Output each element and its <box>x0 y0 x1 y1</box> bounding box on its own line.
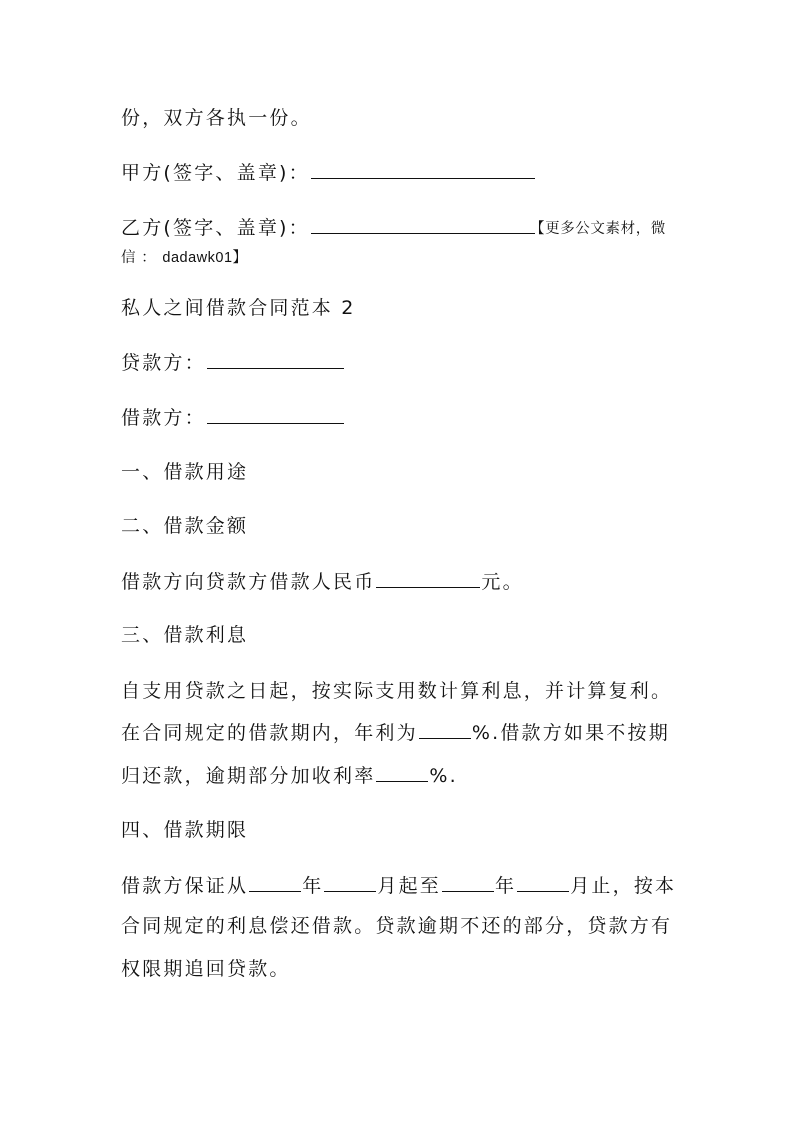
end-month-blank[interactable] <box>517 873 569 892</box>
section-heading-term: 四、借款期限 <box>121 819 249 841</box>
overdue-rate-blank[interactable] <box>376 763 428 782</box>
party-b-label: 乙方(签字、盖章)： <box>121 217 310 239</box>
borrower-label: 借款方： <box>121 407 206 429</box>
term-paragraph-line-3: 权限期追回贷款。 <box>121 958 291 980</box>
promo-note-part-2: 信 ： dadawk01】 <box>121 250 248 266</box>
amount-blank[interactable] <box>376 569 480 588</box>
section-heading-interest: 三、借款利息 <box>121 624 249 646</box>
wechat-id: dadawk01 <box>162 250 233 266</box>
paragraph-closing-copies: 份，双方各执一份。 <box>121 107 312 129</box>
party-b-signature-line <box>121 215 536 240</box>
amount-line: 借款方向贷款方借款人民币 元。 <box>121 571 524 593</box>
borrower-name-blank[interactable] <box>207 405 344 424</box>
party-a-label: 甲方(签字、盖章)： <box>121 162 310 184</box>
contract-title: 私人之间借款合同范本 2 <box>121 297 356 319</box>
lender-name-blank[interactable] <box>207 350 344 369</box>
party-a-signature-blank[interactable] <box>311 160 535 179</box>
start-month-blank[interactable] <box>324 873 376 892</box>
interest-paragraph-line-1: 自支用贷款之日起，按实际支用数计算利息，并计算复利。 <box>121 680 673 702</box>
interest-paragraph-line-3: 归还款，逾期部分加收利率 %. <box>121 765 458 787</box>
end-year-blank[interactable] <box>442 873 494 892</box>
term-paragraph-line-1: 借款方保证从 年 月起至 年 月止，按本 <box>121 875 677 897</box>
lender-line <box>121 350 345 375</box>
borrower-line <box>121 405 345 430</box>
party-b-signature-blank[interactable] <box>311 215 535 234</box>
term-paragraph-line-2: 合同规定的利息偿还借款。贷款逾期不还的部分，贷款方有 <box>121 915 673 937</box>
interest-paragraph-line-2: 在合同规定的借款期内，年利为 %.借款方如果不按期 <box>121 722 670 744</box>
start-year-blank[interactable] <box>249 873 301 892</box>
party-a-signature-line <box>121 160 536 185</box>
section-heading-amount: 二、借款金额 <box>121 515 249 537</box>
promo-note-part-1: 【更多公文素材，微 <box>530 221 666 237</box>
section-heading-purpose: 一、借款用途 <box>121 461 249 483</box>
annual-rate-blank[interactable] <box>419 720 471 739</box>
lender-label: 贷款方： <box>121 352 206 374</box>
